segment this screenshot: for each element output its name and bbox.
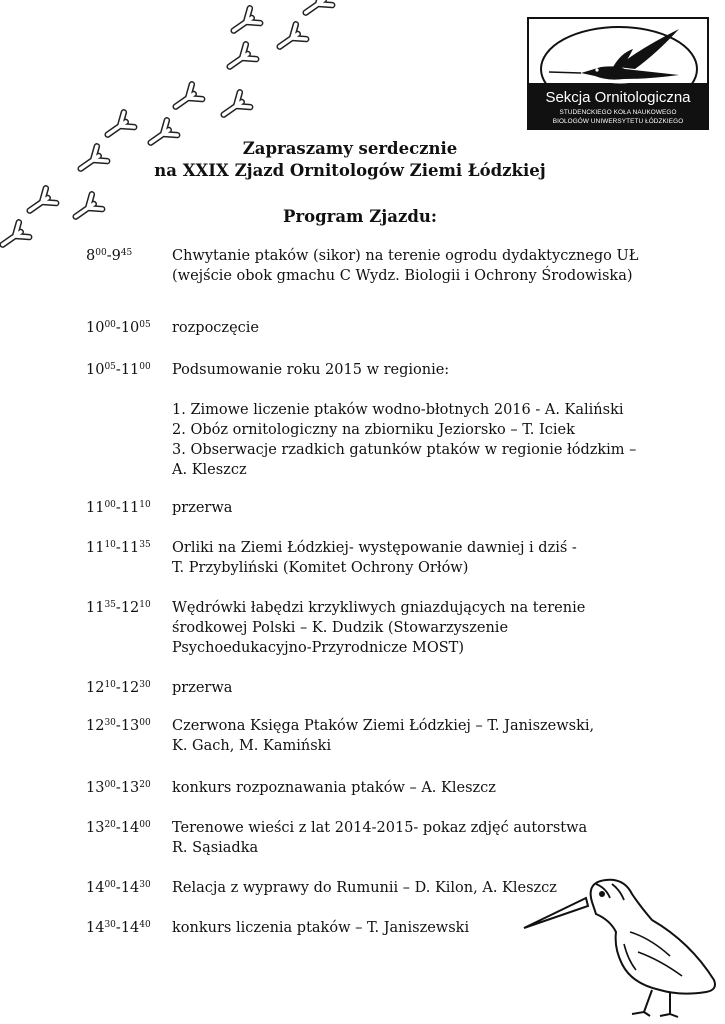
session-description xyxy=(172,716,642,756)
time-range: $8^{00}-9^{45}$ xyxy=(86,248,133,264)
end-h: 11 xyxy=(120,540,140,556)
session-description xyxy=(172,778,642,798)
description-line: przerwa xyxy=(172,500,233,516)
session-description xyxy=(172,318,642,338)
start-h: 12 xyxy=(86,680,105,696)
time-range: $14^{00}-14^{30}$ xyxy=(86,880,151,896)
description-line: 2. Obóz ornitologiczny na zbiorniku Jeziorsko – T. Iciek xyxy=(172,422,575,438)
end-h: 12 xyxy=(120,600,140,616)
start-m: 00 xyxy=(95,248,107,258)
footprint-icon xyxy=(0,222,29,252)
time-range: $13^{00}-13^{20}$ xyxy=(86,780,151,796)
end-m: 20 xyxy=(139,780,151,790)
start-h: 10 xyxy=(86,362,105,378)
description-line: K. Gach, M. Kamiński xyxy=(172,738,332,754)
start-h: 13 xyxy=(86,780,105,796)
description-line: 3. Obserwacje rzadkich gatunków ptaków w regionie łódzkim – xyxy=(172,442,637,458)
time-range: $12^{30}-13^{00}$ xyxy=(86,718,151,734)
footprint-icon xyxy=(171,84,203,114)
description-line: Relacja z wyprawy do Rumunii – D. Kilon, A. Kleszcz xyxy=(172,880,557,896)
footprint-icon xyxy=(219,92,251,122)
end-m: 10 xyxy=(139,500,151,510)
end-h: 13 xyxy=(120,780,140,796)
session-description xyxy=(172,598,642,658)
start-h: 14 xyxy=(86,920,105,936)
description-line: A. Kleszcz xyxy=(172,462,247,478)
start-m: 00 xyxy=(104,500,116,510)
start-h: 13 xyxy=(86,820,105,836)
session-description xyxy=(172,498,642,518)
end-m: 00 xyxy=(139,718,151,728)
start-h: 10 xyxy=(86,320,105,336)
end-h: 11 xyxy=(120,362,140,378)
description-line: środkowej Polski – K. Dudzik (Stowarzyszenie xyxy=(172,620,509,636)
description-line: Orliki na Ziemi Łódzkiej- występowanie dawniej i dziś - xyxy=(172,540,577,556)
end-m: 45 xyxy=(120,248,133,258)
end-h: 11 xyxy=(120,500,140,516)
end-h: 14 xyxy=(120,920,140,936)
end-h: 13 xyxy=(120,718,140,734)
time-range: $10^{05}-11^{00}$ xyxy=(86,362,151,378)
logo-subtitle-line1: STUDENCKIEGO KOŁA NAUKOWEGO xyxy=(559,109,677,116)
footprint-icon xyxy=(225,44,257,74)
footprint-icon xyxy=(229,8,261,38)
logo-title: Sekcja Ornitologiczna xyxy=(545,89,691,106)
end-h: 14 xyxy=(120,820,140,836)
session-description xyxy=(172,246,642,286)
start-h: 12 xyxy=(86,718,105,734)
time-range: $13^{20}-14^{00}$ xyxy=(86,820,151,836)
session-description xyxy=(172,678,642,698)
start-h: 14 xyxy=(86,880,105,896)
ornithology-section-logo xyxy=(527,17,709,130)
snipe-bird-illustration xyxy=(520,872,725,1022)
session-description xyxy=(172,818,642,858)
end-h: 12 xyxy=(120,680,140,696)
start-h: 8 xyxy=(86,248,96,264)
description-line: 1. Zimowe liczenie ptaków wodno-błotnych 2016 - A. Kaliński xyxy=(172,402,624,418)
start-m: 35 xyxy=(104,600,116,610)
start-m: 00 xyxy=(104,320,116,330)
time-range: $12^{10}-12^{30}$ xyxy=(86,680,151,696)
description-line xyxy=(172,380,642,400)
footprint-icon xyxy=(76,146,108,176)
invitation-heading: Zapraszamy serdecznie xyxy=(242,139,458,158)
event-title: na XXIX Zjazd Ornitologów Ziemi Łódzkiej xyxy=(154,161,546,180)
end-m: 00 xyxy=(139,362,151,372)
time-range: $11^{00}-11^{10}$ xyxy=(86,500,151,516)
description-line: (wejście obok gmachu C Wydz. Biologii i Ochrony Środowiska) xyxy=(172,268,633,284)
description-line: konkurs rozpoznawania ptaków – A. Kleszcz xyxy=(172,780,496,796)
footprint-icon xyxy=(71,194,103,224)
description-line: konkurs liczenia ptaków – T. Janiszewski xyxy=(172,920,470,936)
time-range: $10^{00}-10^{05}$ xyxy=(86,320,151,336)
start-h: 11 xyxy=(86,540,105,556)
logo-subtitle-line2: BIOLOGÓW UNIWERSYTETU ŁÓDZKIEGO xyxy=(552,118,684,125)
program-heading: Program Zjazdu: xyxy=(283,207,437,226)
end-h: 14 xyxy=(120,880,140,896)
description-line: Wędrówki łabędzi krzykliwych gniazdujących na terenie xyxy=(172,600,586,616)
start-m: 20 xyxy=(104,820,116,830)
start-h: 11 xyxy=(86,500,105,516)
start-m: 10 xyxy=(104,680,116,690)
end-m: 05 xyxy=(139,320,151,330)
footprint-icon xyxy=(103,112,135,142)
end-m: 00 xyxy=(139,820,151,830)
start-m: 00 xyxy=(104,780,116,790)
time-range: $11^{10}-11^{35}$ xyxy=(86,540,151,556)
footprint-icon xyxy=(25,188,57,218)
start-h: 11 xyxy=(86,600,105,616)
session-description xyxy=(172,538,642,578)
description-line: Podsumowanie roku 2015 w regionie: xyxy=(172,362,450,378)
end-m: 40 xyxy=(139,920,151,930)
description-line: T. Przybyliński (Komitet Ochrony Orłów) xyxy=(172,560,469,576)
footprint-icon xyxy=(275,24,307,54)
description-line: R. Sąsiadka xyxy=(172,840,259,856)
session-description xyxy=(172,360,642,480)
end-m: 30 xyxy=(139,880,151,890)
end-m: 35 xyxy=(139,540,151,550)
end-h: 10 xyxy=(120,320,140,336)
end-h: 9 xyxy=(111,248,121,264)
description-line: Terenowe wieści z lat 2014-2015- pokaz zdjęć autorstwa xyxy=(172,820,588,836)
start-m: 30 xyxy=(104,718,116,728)
description-line: Psychoedukacyjno-Przyrodnicze MOST) xyxy=(172,640,464,656)
description-line: przerwa xyxy=(172,680,233,696)
end-m: 30 xyxy=(139,680,151,690)
start-m: 10 xyxy=(104,540,116,550)
start-m: 05 xyxy=(104,362,116,372)
time-range: $14^{30}-14^{40}$ xyxy=(86,920,151,936)
end-m: 10 xyxy=(139,600,151,610)
description-line: Czerwona Księga Ptaków Ziemi Łódzkiej – T. Janiszewski, xyxy=(172,718,595,734)
description-line: Chwytanie ptaków (sikor) na terenie ogrodu dydaktycznego UŁ xyxy=(172,248,639,264)
time-range: $11^{35}-12^{10}$ xyxy=(86,600,151,616)
start-m: 00 xyxy=(104,880,116,890)
footprint-icon xyxy=(301,0,333,20)
start-m: 30 xyxy=(104,920,116,930)
description-line: rozpoczęcie xyxy=(172,320,259,336)
